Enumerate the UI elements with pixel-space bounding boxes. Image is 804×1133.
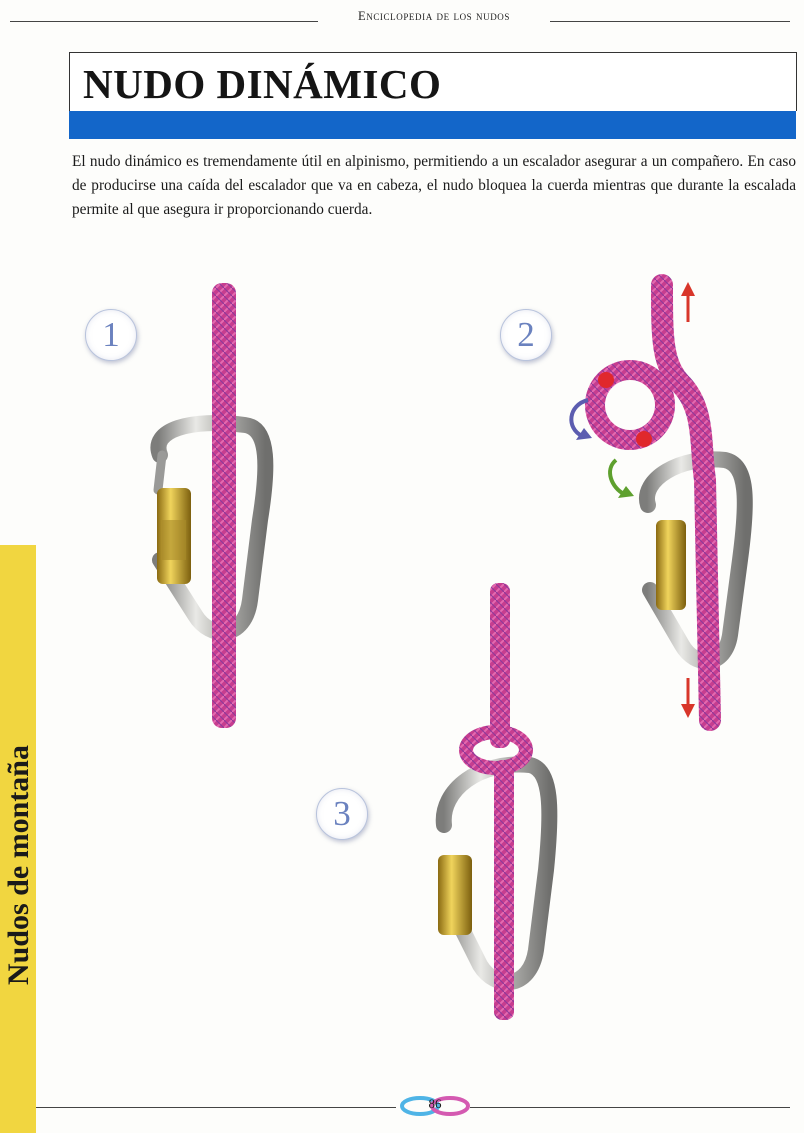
side-tab-label: Nudos de montaña (2, 744, 35, 985)
intro-paragraph: El nudo dinámico es tremendamente útil en alpinismo, permitiendo a un escalador asegurar a un compañero. En caso de producirse una caída del escalador que va en cabeza, el nudo bloquea la cuerda mientras que durante la escalada permite al que asegura ir proporcionando cuerda. (72, 153, 796, 218)
page-title: NUDO DINÁMICO (83, 61, 442, 107)
step-1-badge: 1 (85, 309, 137, 361)
running-title: Enciclopedia de los nudos (357, 9, 510, 23)
page-number: 86 (428, 1096, 442, 1111)
step-2-badge: 2 (500, 309, 552, 361)
step-3-badge: 3 (316, 788, 368, 840)
